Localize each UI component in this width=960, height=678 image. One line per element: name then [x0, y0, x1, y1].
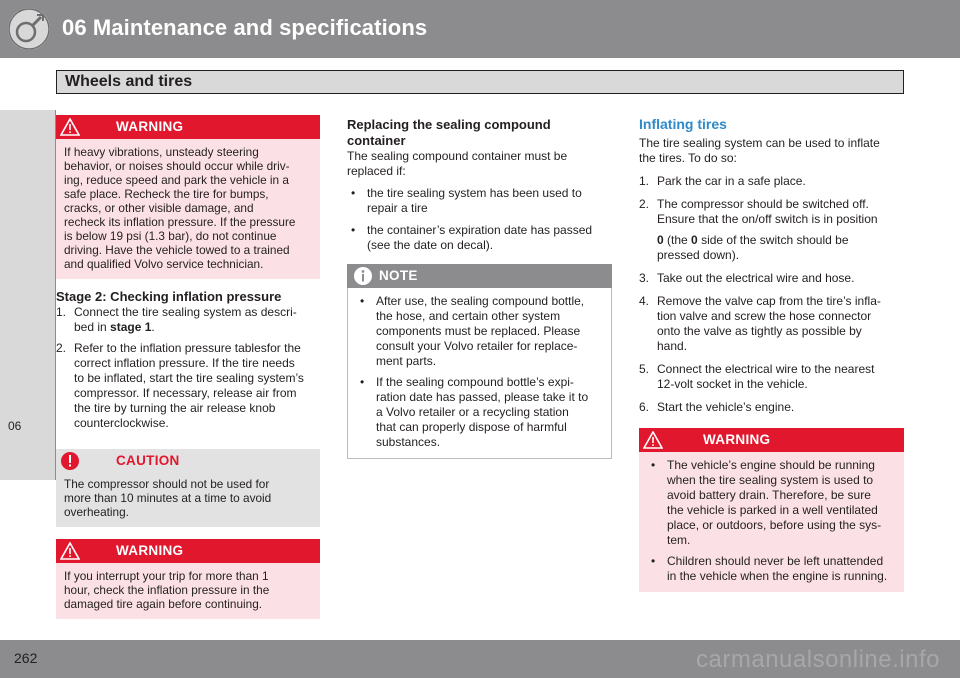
bullet-icon: • [360, 375, 365, 389]
warning-line: If heavy vibrations, unsteady steering [64, 145, 259, 159]
warning-text [56, 563, 320, 619]
bullet-icon: • [351, 223, 356, 237]
list-line: Children should never be left unattended [667, 554, 884, 568]
step-line: Ensure that the on/off switch is in position [657, 212, 878, 226]
warning-line: is below 19 psi (1.3 bar), do not continue [64, 229, 277, 243]
list-line: tem. [667, 533, 691, 547]
list-line: the vehicle is parked in a well ventilated [667, 503, 878, 517]
page-number: 262 [14, 650, 38, 666]
footer-bar [0, 640, 960, 678]
warning-title: WARNING [703, 432, 771, 447]
step-bold-ref: stage 1 [110, 320, 152, 334]
step-item [639, 197, 907, 263]
inflating-intro [639, 136, 907, 166]
note-header [347, 264, 612, 288]
replacing-intro [347, 149, 613, 179]
step-line: the tire by turning the air release knob [74, 401, 276, 415]
intro-line: The sealing compound container must be [347, 149, 568, 163]
warning-line: behavior, or noises should occur while driv- [64, 159, 290, 173]
warning-title: WARNING [116, 543, 184, 558]
replace-conditions-list [347, 186, 613, 253]
step-line: hand. [657, 339, 688, 353]
replacing-container-section [347, 117, 613, 259]
list-line: that can properly dispose of harmful [376, 420, 567, 434]
warning-list [647, 458, 896, 584]
warning-line: driving. Have the vehicle towed to a trained [64, 243, 290, 257]
step-text: bed in [74, 320, 111, 334]
list-line: (see the date on decal). [367, 238, 494, 252]
step-line: Connect the tire sealing system as descri- [74, 305, 297, 319]
note-list [356, 294, 603, 450]
step-item [639, 174, 907, 189]
inflating-heading: Inflating tires [639, 116, 727, 132]
list-item [347, 186, 613, 216]
warning-text [56, 139, 320, 279]
list-line: a Volvo retailer or a recycling station [376, 405, 569, 419]
caution-header [56, 449, 320, 473]
list-line: the tire sealing system has been used to [367, 186, 582, 200]
list-line: the container’s expiration date has passed [367, 223, 593, 237]
warning-line: If you interrupt your trip for more than 1 [64, 569, 269, 583]
caution-title: CAUTION [116, 453, 180, 468]
intro-line: replaced if: [347, 164, 406, 178]
stage2-steps [56, 305, 324, 431]
warning-triangle-icon [60, 542, 80, 560]
list-line: repair a tire [367, 201, 428, 215]
list-item [647, 554, 896, 584]
warning-text [639, 452, 904, 592]
warning-line: and qualified Volvo service technician. [64, 257, 264, 271]
list-line: ment parts. [376, 354, 437, 368]
caution-line: overheating. [64, 505, 129, 519]
list-item [356, 375, 603, 450]
caution-text [56, 473, 320, 527]
list-line: ration date has passed, please take it to [376, 390, 589, 404]
list-line: consult your Volvo retailer for replace- [376, 339, 578, 353]
replacing-heading [347, 117, 613, 149]
step-text: side of the switch should be [697, 233, 849, 247]
list-item [356, 294, 603, 369]
heading-line: Replacing the sealing compound [347, 117, 551, 132]
heading-line: container [347, 133, 406, 148]
step-line: Take out the electrical wire and hose. [657, 271, 855, 285]
step-number: 5. [639, 362, 650, 376]
warning-line: cracks, or other visible damage, and [64, 201, 254, 215]
warning-triangle-icon [643, 431, 663, 449]
note-text [347, 288, 612, 459]
note-title: NOTE [379, 268, 418, 283]
warning-line: safe place. Recheck the tire for bumps, [64, 187, 269, 201]
warning-box-engine [639, 428, 904, 592]
step-text: . [151, 320, 155, 334]
info-icon [353, 266, 373, 286]
chapter-title: 06 Maintenance and specifications [62, 15, 428, 40]
step-line [74, 320, 324, 335]
warning-box-trip [56, 539, 320, 619]
warning-header [56, 539, 320, 563]
step-item [56, 341, 324, 431]
step-line: Park the car in a safe place. [657, 174, 806, 188]
warning-triangle-icon [60, 118, 80, 136]
step-line: Connect the electrical wire to the nearest [657, 362, 875, 376]
list-line: the hose, and certain other system [376, 309, 561, 323]
switch-position-value: 0 [691, 233, 698, 247]
intro-line: The tire sealing system can be used to inflate [639, 136, 880, 150]
list-item [347, 223, 613, 253]
list-line: After use, the sealing compound bottle, [376, 294, 585, 308]
step-item [56, 305, 324, 335]
list-line: in the vehicle when the engine is running. [667, 569, 888, 583]
section-title: Wheels and tires [65, 73, 193, 90]
list-line: place, or outdoors, before using the sys- [667, 518, 882, 532]
step-number: 3. [639, 271, 650, 285]
maintenance-wrench-icon [8, 8, 50, 50]
chapter-header-bar [0, 0, 960, 58]
step-line: tion valve and screw the hose connector [657, 309, 872, 323]
step-item [639, 271, 907, 286]
step-number: 2. [56, 341, 67, 355]
step-line: Refer to the inflation pressure tablesfor the [74, 341, 301, 355]
step-item [639, 362, 907, 392]
caution-box [56, 449, 320, 527]
stage2-heading: Stage 2: Checking inflation pressure [56, 289, 282, 304]
list-line: If the sealing compound bottle’s expi- [376, 375, 574, 389]
warning-line: hour, check the inflation pressure in the [64, 583, 270, 597]
step-line: correct inflation pressure. If the tire needs [74, 356, 295, 370]
warning-title: WARNING [116, 119, 184, 134]
step-text: (the [663, 233, 692, 247]
note-box [347, 264, 612, 459]
step-line: onto the valve as tightly as possible by [657, 324, 862, 338]
intro-line: the tires. To do so: [639, 151, 737, 165]
caution-line: The compressor should not be used for [64, 477, 270, 491]
bullet-icon: • [651, 458, 656, 472]
warning-line: damaged tire again before continuing. [64, 597, 263, 611]
bullet-icon: • [360, 294, 365, 308]
watermark: carmanualsonline.info [696, 646, 940, 673]
list-line: substances. [376, 435, 441, 449]
step-number: 6. [639, 400, 650, 414]
warning-header [56, 115, 320, 139]
step-item [639, 294, 907, 354]
list-line: when the tire sealing system is used to [667, 473, 874, 487]
warning-box-vibrations [56, 115, 320, 279]
caution-exclamation-icon [60, 451, 80, 471]
warning-line: ing, reduce speed and park the vehicle in a [64, 173, 289, 187]
step-line: counterclockwise. [74, 416, 169, 430]
step-item [639, 400, 907, 415]
list-line: The vehicle’s engine should be running [667, 458, 875, 472]
step-line: The compressor should be switched off. [657, 197, 869, 211]
step-number: 4. [639, 294, 650, 308]
step-number: 1. [639, 174, 650, 188]
inflating-tires-section [639, 116, 907, 423]
list-item [647, 458, 896, 548]
section-title-bar [56, 70, 904, 94]
switch-position-value: 0 [657, 233, 664, 247]
step-line: 12-volt socket in the vehicle. [657, 377, 808, 391]
step-line: to be inflated, start the tire sealing system’s [74, 371, 304, 385]
bullet-icon: • [351, 186, 356, 200]
step-line: Remove the valve cap from the tire’s infla- [657, 294, 881, 308]
inflating-steps [639, 174, 907, 415]
step-number: 1. [56, 305, 67, 319]
caution-line: more than 10 minutes at a time to avoid [64, 491, 272, 505]
stage2-section [56, 289, 324, 439]
step-number: 2. [639, 197, 650, 211]
step-line: Start the vehicle’s engine. [657, 400, 795, 414]
step-line: compressor. If necessary, release air from [74, 386, 297, 400]
step-line: pressed down). [657, 248, 740, 262]
warning-line: recheck its inflation pressure. If the pressure [64, 215, 296, 229]
step-line [657, 233, 907, 248]
list-line: avoid battery drain. Therefore, be sure [667, 488, 871, 502]
list-line: components must be replaced. Please [376, 324, 581, 338]
bullet-icon: • [651, 554, 656, 568]
chapter-side-tab-label: 06 [8, 419, 22, 433]
warning-header [639, 428, 904, 452]
